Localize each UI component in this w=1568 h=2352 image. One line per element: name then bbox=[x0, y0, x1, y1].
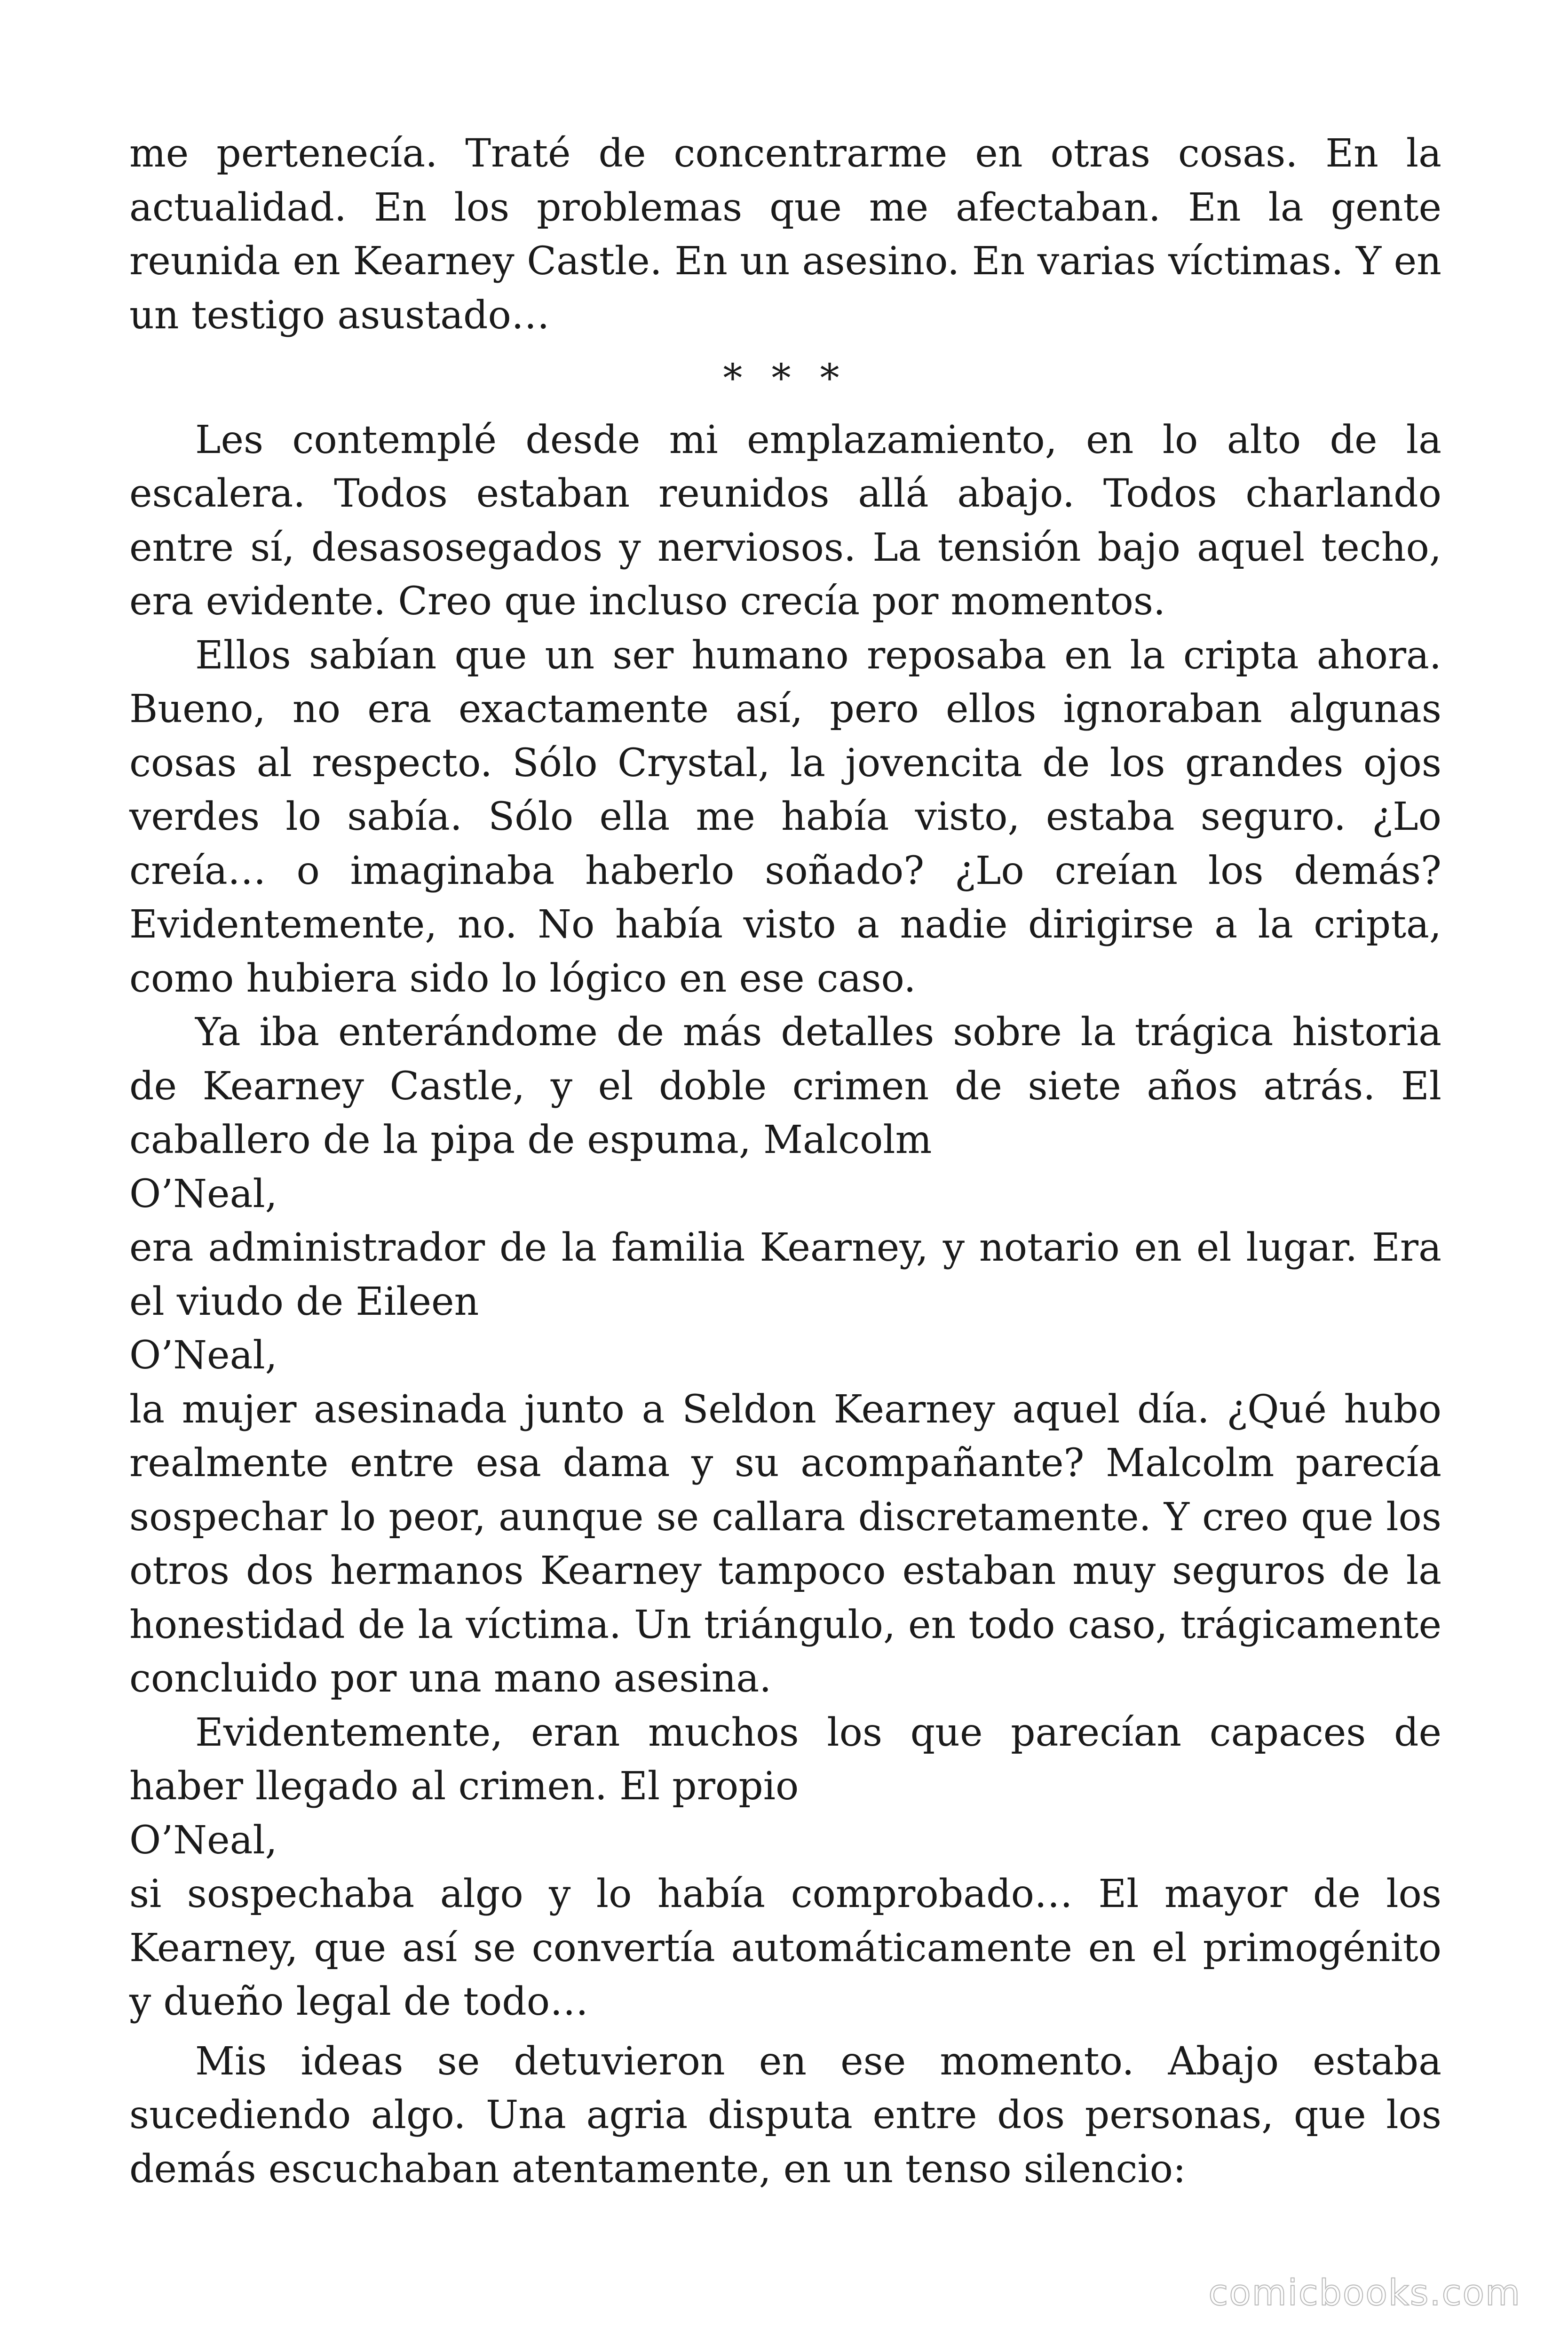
paragraph-fragment: era administrador de la familia Kearney, y notario en el lugar. Era el viudo de Eileen bbox=[129, 1225, 1441, 1324]
paragraph-fragment: la mujer asesinada junto a Seldon Kearney aquel día. ¿Qué hubo realmente entre esa dama y su acompañante? Malcolm parecía sospechar lo peor, aunque se callara discretamente. Y creo que los otros dos hermanos Kearney tampoco estaban muy seguros de la honestidad de la víctima. Un triángulo, en todo caso, trágicamente concluido por una mano asesina. bbox=[129, 1387, 1441, 1701]
section-separator: * * * bbox=[723, 356, 848, 401]
paragraph-fragment: O’Neal, bbox=[129, 1171, 277, 1216]
watermark-logo: comicbooks.com bbox=[1208, 2272, 1521, 2313]
book-page-text bbox=[129, 127, 1441, 2196]
paragraph: Ellos sabían que un ser humano reposaba en la cripta ahora. Bueno, no era exactamente así, pero ellos ignoraban algunas cosas al respecto. Sólo Crystal, la jovencita de los grandes ojos verdes lo sabía. Sólo ella me había visto, estaba seguro. ¿Lo creía… o imaginaba haberlo soñado? ¿Lo creían los demás? Evidentemente, no. No había visto a nadie dirigirse a la cripta, como hubiera sido lo lógico en ese caso. bbox=[129, 633, 1441, 1001]
paragraph: Ya iba enterándome de más detalles sobre la trágica historia de Kearney Castle, y el doble crimen de siete años atrás. El caballero de la pipa de espuma, Malcolm bbox=[129, 1010, 1441, 1162]
paragraph-fragment: O’Neal, bbox=[129, 1818, 277, 1863]
paragraph-fragment: si sospechaba algo y lo había comprobado… El mayor de los Kearney, que así se convertía automáticamente en el primogénito y dueño legal de todo… bbox=[129, 1872, 1441, 2024]
paragraph-continued: me pertenecía. Traté de concentrarme en otras cosas. En la actualidad. En los problemas que me afectaban. En la gente reunida en Kearney Castle. En un asesino. En varias víctimas. Y en un testigo asustado… bbox=[129, 131, 1441, 338]
spacer bbox=[129, 2029, 1441, 2035]
paragraph: Mis ideas se detuvieron en ese momento. Abajo estaba sucediendo algo. Una agria disputa entre dos personas, que los demás escuchaban atentamente, en un tenso silencio: bbox=[129, 2039, 1441, 2192]
paragraph: Les contemplé desde mi emplazamiento, en lo alto de la escalera. Todos estaban reunidos allá abajo. Todos charlando entre sí, desasosegados y nerviosos. La tensión bajo aquel techo, era evidente. Creo que incluso crecía por momentos. bbox=[129, 417, 1441, 624]
paragraph: Evidentemente, eran muchos los que parecían capaces de haber llegado al crimen. El propio bbox=[129, 1710, 1441, 1809]
paragraph-fragment: O’Neal, bbox=[129, 1333, 277, 1378]
